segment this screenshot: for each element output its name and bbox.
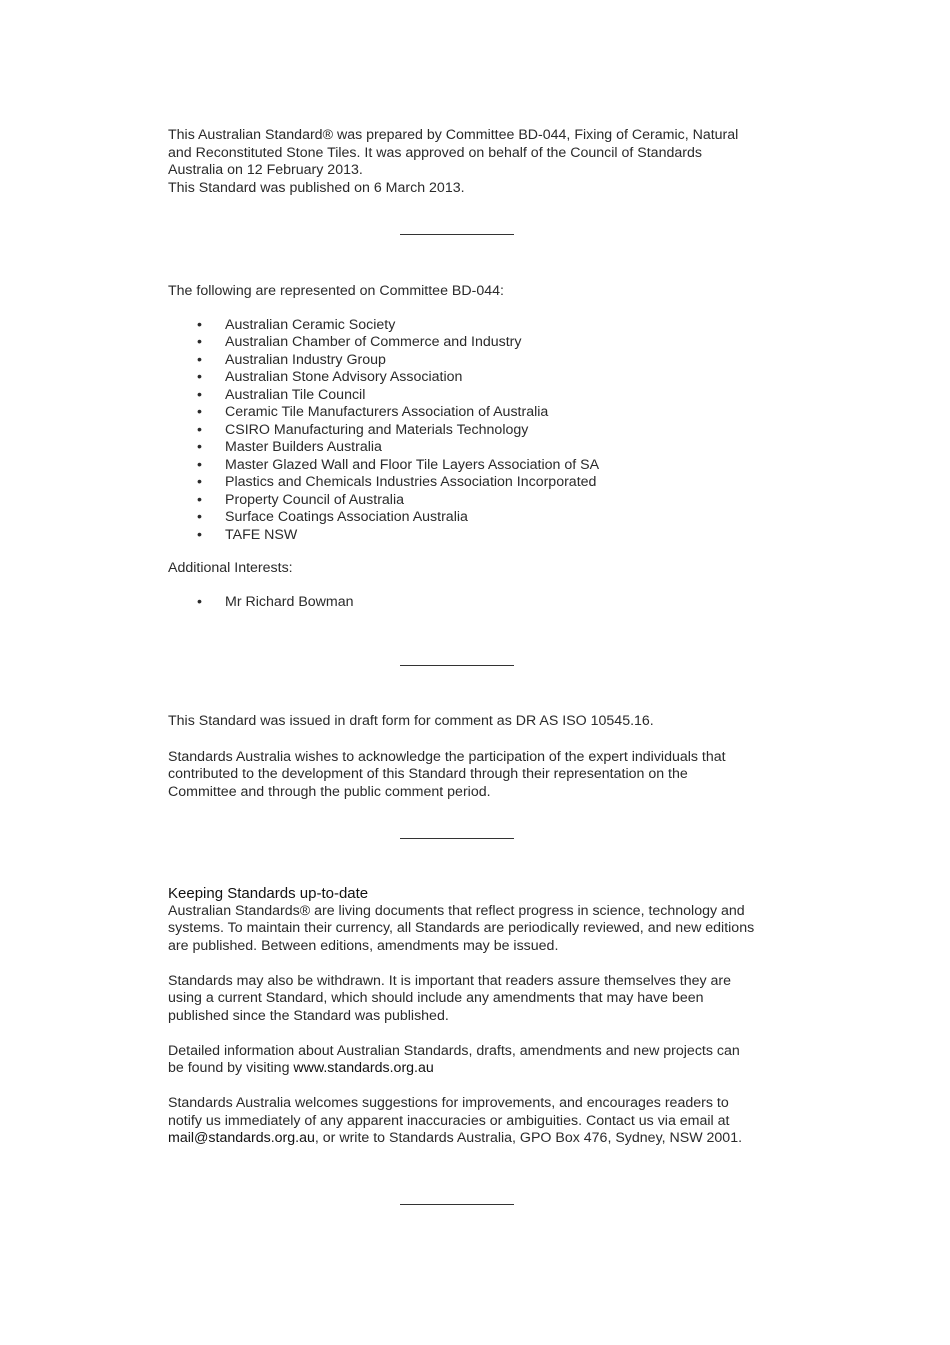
- additional-interests-list: [168, 594, 758, 612]
- list-item: • Mr Richard Bowman: [197, 593, 354, 610]
- uptodate-paragraph-2: Standards may also be withdrawn. It is important that readers assure themselves they are using a current Standard, which should include any amendments that may have been published since the Standard was published.: [168, 972, 732, 1024]
- bullet-icon: •: [197, 509, 202, 525]
- committee-member-list: [168, 317, 758, 545]
- bullet-icon: •: [197, 526, 202, 543]
- approval-section: [168, 127, 758, 197]
- list-item: • Property Council of Australia: [197, 491, 405, 508]
- section-heading: Keeping Standards up-to-date: [168, 885, 369, 902]
- list-item: • Australian Industry Group: [197, 351, 386, 368]
- list-item: • Australian Chamber of Commerce and Industry: [197, 334, 522, 350]
- acknowledgement-paragraph: Standards Australia wishes to acknowledge the participation of the expert individuals that contributed to the development of this Standard through their representation on the Committee and through the public comment period.: [168, 748, 726, 800]
- bullet-icon: •: [197, 316, 202, 333]
- committee-section: [168, 283, 758, 611]
- uptodate-paragraph-4: Standards Australia welcomes suggestions for improvements, and encourages readers to notify us immediately of any apparent inaccuracies or ambiguities. Contact us via email at mail@standards.org.au, or write to Standards Australia, GPO Box 476, Sydney, NSW 2001.: [168, 1095, 743, 1146]
- uptodate-paragraph-1: Australian Standards® are living documents that reflect progress in science, technology and systems. To maintain their currency, all Standards are periodically reviewed, and new editions are published. Between editions, amendments may be issued.: [168, 902, 755, 954]
- bullet-icon: •: [197, 593, 202, 610]
- draft-section: [168, 713, 758, 801]
- approval-line-3: Australia on 12 February 2013.: [168, 162, 363, 178]
- list-item: • Australian Stone Advisory Association: [197, 369, 463, 385]
- draft-issued-text: This Standard was issued in draft form for comment as DR AS ISO 10545.16.: [168, 713, 654, 729]
- section-divider: [400, 665, 514, 666]
- list-item: • Master Glazed Wall and Floor Tile Layers Association of SA: [197, 456, 600, 473]
- bullet-icon: •: [197, 439, 202, 455]
- bullet-icon: •: [197, 421, 202, 438]
- list-item: • Surface Coatings Association Australia: [197, 509, 468, 525]
- section-divider: [400, 234, 514, 235]
- list-item: • Plastics and Chemicals Industries Association Incorporated: [197, 474, 597, 490]
- list-item: • Australian Tile Council: [197, 386, 366, 403]
- list-item: • Ceramic Tile Manufacturers Association of Australia: [197, 404, 549, 420]
- uptodate-section: [168, 885, 758, 1148]
- list-item: • Australian Ceramic Society: [197, 316, 396, 333]
- section-divider: [400, 1204, 514, 1205]
- bullet-icon: •: [197, 491, 202, 508]
- bullet-icon: •: [197, 404, 202, 420]
- approval-line-1: This Australian Standard® was prepared by Committee BD-044, Fixing of Ceramic, Natural: [168, 127, 739, 143]
- list-item: • CSIRO Manufacturing and Materials Technology: [197, 421, 529, 438]
- section-divider: [400, 838, 514, 839]
- email-link[interactable]: mail@standards.org.au: [168, 1130, 315, 1146]
- list-item: • TAFE NSW: [197, 526, 298, 543]
- bullet-icon: •: [197, 351, 202, 368]
- website-link[interactable]: www.standards.org.au: [293, 1060, 434, 1076]
- bullet-icon: •: [197, 334, 202, 350]
- bullet-icon: •: [197, 474, 202, 490]
- bullet-icon: •: [197, 386, 202, 403]
- uptodate-paragraph-3: Detailed information about Australian Standards, drafts, amendments and new projects can be found by visiting www.standards.org.au: [168, 1042, 740, 1076]
- committee-intro: The following are represented on Committee BD-044:: [168, 283, 504, 299]
- bullet-icon: •: [197, 369, 202, 385]
- published-date: This Standard was published on 6 March 2013.: [168, 179, 465, 196]
- additional-interests-label: Additional Interests:: [168, 560, 293, 576]
- approval-line-2: and Reconstituted Stone Tiles. It was approved on behalf of the Council of Standards: [168, 144, 702, 161]
- list-item: • Master Builders Australia: [197, 439, 382, 455]
- bullet-icon: •: [197, 456, 202, 473]
